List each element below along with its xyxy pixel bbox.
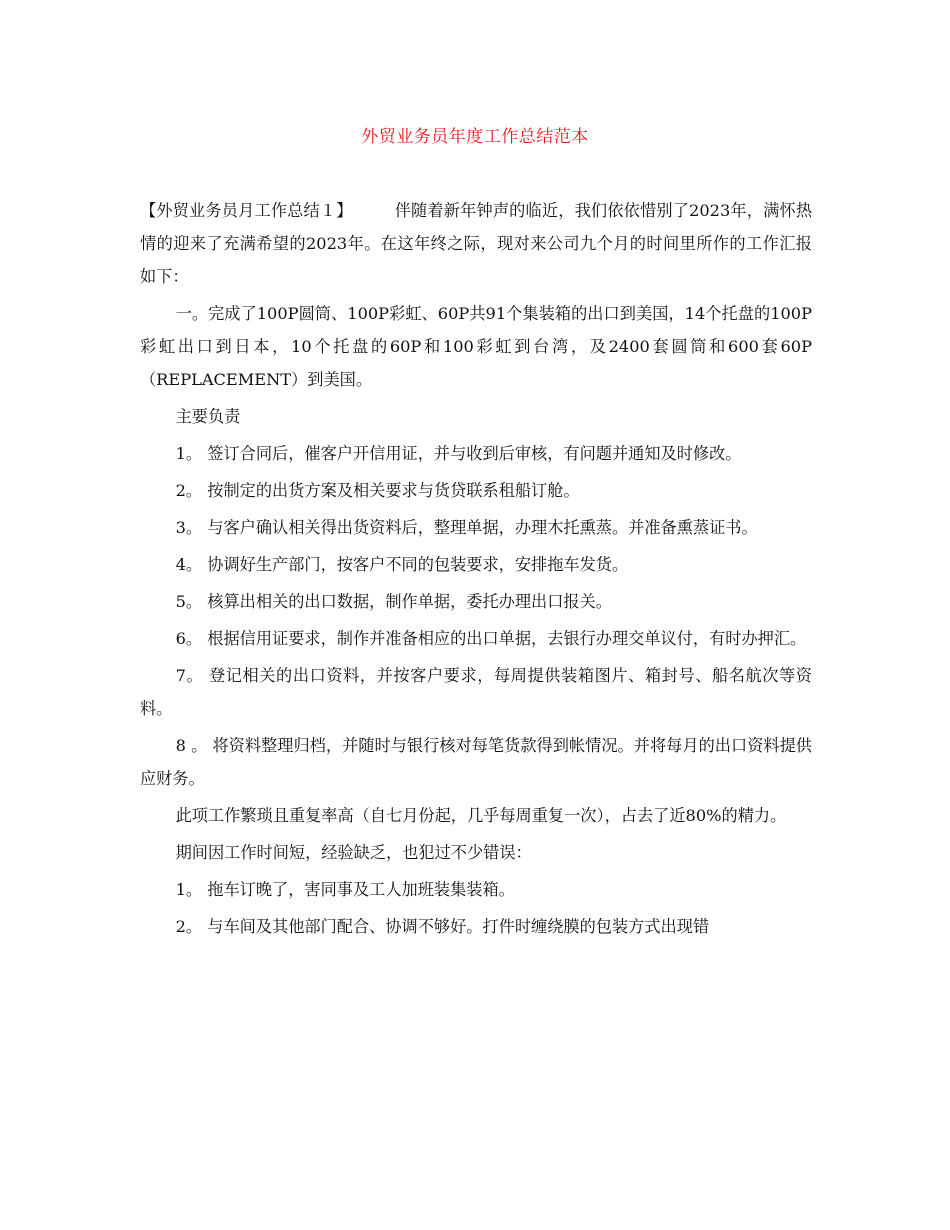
- intro-label: 【外贸业务员月工作总结１】: [140, 201, 353, 220]
- list-item: 6。 根据信用证要求，制作并准备相应的出口单据，去银行办理交单议付，有时办押汇。: [175, 629, 807, 648]
- list-item: 2。 与车间及其他部门配合、协调不够好。打件时缠绕膜的包装方式出现错: [175, 917, 710, 936]
- list-item: 5。 核算出相关的出口数据，制作单据，委托办理出口报关。: [175, 592, 612, 611]
- document-body: [140, 194, 812, 947]
- list-item: 4。 协调好生产部门，按客户不同的包装要求，安排拖车发货。: [175, 555, 629, 574]
- list-item: 3。 与客户确认相关得出货资料后，整理单据，办理木托熏蒸。并准备熏蒸证书。: [175, 518, 758, 537]
- intro-text: 伴随着新年钟声的临近，我们依依惜别了2023年，满怀热情的迎来了充满希望的2023年。在这年终之际，现对来公司九个月的时间里所作的工作汇报如下：: [140, 201, 813, 286]
- list-item: 7。 登记相关的出口资料，并按客户要求，每周提供装箱图片、箱封号、船名航次等资料。: [140, 666, 812, 718]
- paragraph-workload: 此项工作繁琐且重复率高（自七月份起，几乎每周重复一次），占去了近80%的精力。: [175, 806, 787, 825]
- list-item: 1。 签订合同后，催客户开信用证，并与收到后审核，有问题并通知及时修改。: [175, 444, 742, 463]
- list-item: 8 。 将资料整理归档，并随时与银行核对每笔货款得到帐情况。并将每月的出口资料提供应财务。: [140, 736, 812, 788]
- document-title: 外贸业务员年度工作总结范本: [361, 127, 589, 147]
- list-item: 2。 按制定的出货方案及相关要求与货贷联系租船订舱。: [175, 481, 580, 500]
- paragraph-heading-responsibilities: 主要负责: [175, 407, 241, 426]
- intro-paragraph: [140, 194, 812, 293]
- paragraph-summary: 一。完成了100P圆筒、100P彩虹、60P共91个集装箱的出口到美国，14个托盘的100P彩虹出口到日本，10个托盘的60P和100彩虹到台湾，及2400套圆筒和600套60P（REPLACEMENT）到美国。: [140, 304, 812, 389]
- list-item: 1。 拖车订晚了，害同事及工人加班装集装箱。: [175, 880, 515, 899]
- paragraph-mistakes-intro: 期间因工作时间短，经验缺乏，也犯过不少错误：: [175, 843, 532, 862]
